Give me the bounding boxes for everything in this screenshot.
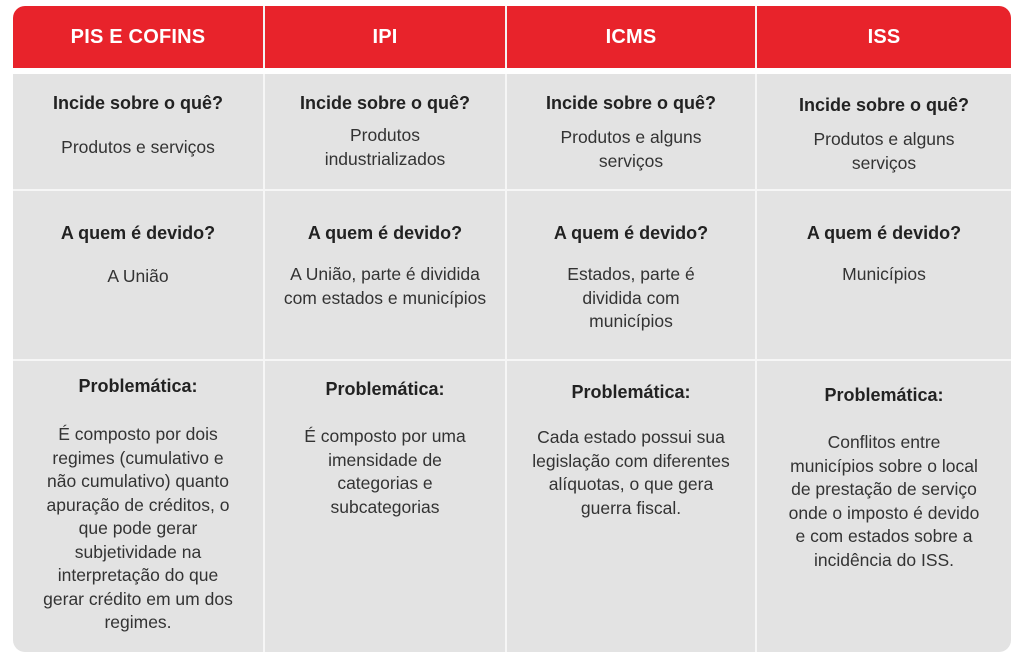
cell-icms-beneficiary bbox=[507, 222, 755, 334]
cell-pis-cofins-incidence bbox=[13, 92, 263, 160]
table-body bbox=[13, 74, 1011, 652]
cell-question: Incide sobre o quê? bbox=[798, 95, 970, 115]
cell-answer: Conflitos entre municípios sobre o local de prestação de serviço onde o imposto é devido e com estados sobre a incidência do ISS. bbox=[788, 432, 980, 570]
header-ipi: IPI bbox=[263, 6, 505, 68]
cell-question: Incide sobre o quê? bbox=[299, 93, 471, 113]
header-pis-cofins: PIS E COFINS bbox=[70, 25, 206, 48]
cell-iss-beneficiary bbox=[757, 222, 1011, 287]
cell-question: Problemática: bbox=[824, 385, 944, 405]
cell-question: Incide sobre o quê? bbox=[52, 93, 224, 113]
table-header bbox=[13, 6, 1011, 68]
cell-icms-incidence bbox=[507, 92, 755, 173]
cell-question: A quem é devido? bbox=[553, 223, 709, 243]
cell-answer: Produtos e serviços bbox=[61, 137, 215, 157]
cell-answer: Cada estado possui sua legislação com diferentes alíquotas, o que gera guerra fiscal. bbox=[532, 427, 730, 518]
cell-answer: A União bbox=[107, 266, 169, 286]
cell-iss-incidence bbox=[757, 94, 1011, 175]
cell-question: Problemática: bbox=[571, 382, 691, 402]
cell-ipi-incidence bbox=[265, 92, 505, 171]
row-divider bbox=[13, 359, 1011, 361]
cell-answer: A União, parte é dividida com estados e municípios bbox=[283, 264, 487, 308]
header-icms: ICMS bbox=[505, 6, 755, 68]
cell-answer: É composto por dois regimes (cumulativo e não cumulativo) quanto apuração de créditos, o que pode gerar subjetividade na interpretação do que gerar crédito em um dos regimes. bbox=[43, 424, 233, 632]
cell-pis-cofins-beneficiary bbox=[13, 222, 263, 289]
header-iss: ISS bbox=[755, 6, 1011, 68]
cell-ipi-beneficiary bbox=[265, 222, 505, 310]
cell-question: A quem é devido? bbox=[806, 223, 962, 243]
cell-question: Incide sobre o quê? bbox=[545, 93, 717, 113]
cell-question: Problemática: bbox=[325, 379, 445, 399]
cell-ipi-problem bbox=[265, 378, 505, 519]
cell-answer: Produtos industrializados bbox=[324, 125, 446, 169]
cell-answer: É composto por uma imensidade de categorias e subcategorias bbox=[304, 426, 466, 517]
cell-iss-problem bbox=[757, 384, 1011, 572]
cell-pis-cofins-problem bbox=[13, 375, 263, 635]
cell-question: A quem é devido? bbox=[307, 223, 463, 243]
cell-question: A quem é devido? bbox=[60, 223, 216, 243]
cell-icms-problem bbox=[507, 381, 755, 520]
cell-question: Problemática: bbox=[78, 376, 198, 396]
cell-answer: Municípios bbox=[842, 264, 926, 284]
cell-answer: Produtos e alguns serviços bbox=[813, 129, 955, 173]
tax-comparison-table bbox=[13, 6, 1011, 652]
cell-answer: Produtos e alguns serviços bbox=[560, 127, 702, 171]
cell-answer: Estados, parte é dividida com municípios bbox=[567, 264, 695, 331]
row-divider bbox=[13, 189, 1011, 191]
